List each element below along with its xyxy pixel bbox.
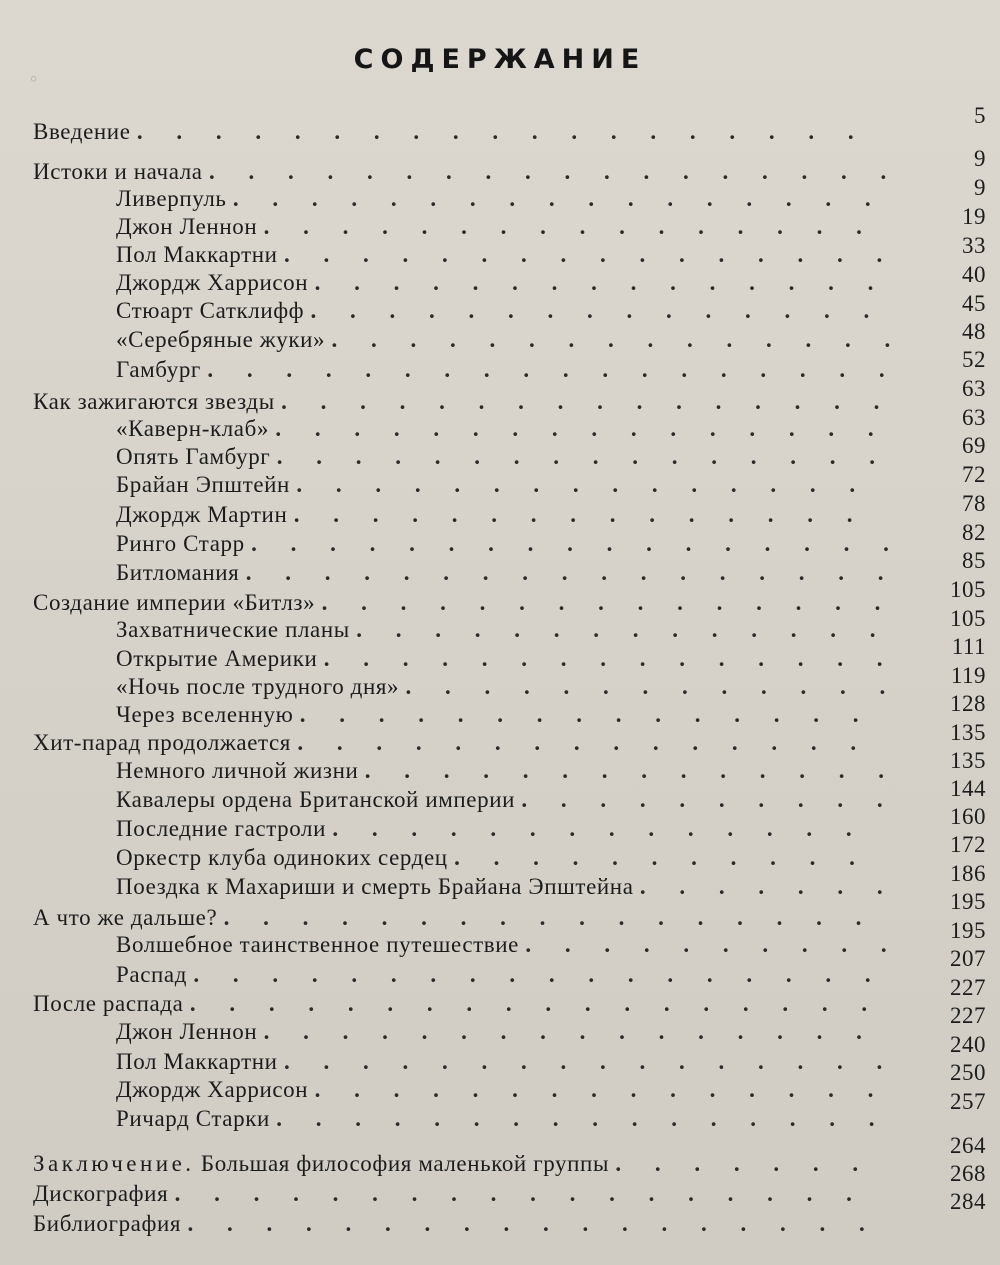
- toc-entry-title: Битломания: [116, 560, 240, 585]
- toc-entry: [116, 472, 869, 498]
- toc-entry-title: Немного личной жизни: [116, 758, 359, 783]
- toc-entry: [116, 1077, 887, 1103]
- toc-entry: [116, 270, 887, 296]
- toc-entry: [116, 932, 901, 958]
- toc-entry-title: Открытие Америки: [116, 646, 318, 671]
- page-number: 207: [950, 946, 986, 971]
- toc-entry: [33, 991, 881, 1017]
- page-number: 268: [950, 1161, 986, 1186]
- toc-entry-title: Джон Леннон: [116, 1019, 258, 1044]
- page-number: 160: [950, 804, 986, 829]
- dot-leader: . . . . . . . . . . . . . . .: [297, 730, 871, 755]
- toc-entry: [116, 787, 897, 813]
- page-number: 9: [974, 146, 986, 171]
- toc-entry: [33, 389, 893, 415]
- page-number: 52: [962, 347, 986, 372]
- toc-entry-title: Пол Маккартни: [116, 1049, 278, 1074]
- toc-entry: [116, 357, 899, 383]
- dot-leader: . . . . . . . . . . . . . . . .: [281, 389, 894, 414]
- toc-entry: [116, 531, 903, 557]
- page-number: 85: [962, 548, 986, 573]
- toc-entry-title: Волшебное таинственное путешествие: [116, 932, 519, 957]
- dot-leader: . . . . . . . . . . .: [454, 845, 869, 870]
- page-number: 19: [962, 204, 986, 229]
- toc-entry: [33, 590, 894, 616]
- toc-entry-title: Джордж Харрисон: [116, 1077, 309, 1102]
- toc-entry-title: Последние гастроли: [116, 816, 327, 841]
- toc-entry-title: Стюарт Сатклифф: [116, 298, 305, 323]
- toc-entry-title: Джордж Мартин: [116, 502, 288, 527]
- toc-entry: [116, 502, 866, 528]
- toc-entry: [116, 674, 899, 700]
- page-number: 195: [950, 918, 986, 943]
- page-number: 227: [950, 975, 986, 1000]
- toc-entry-title: Библиография: [33, 1211, 182, 1236]
- toc-entry: [116, 758, 898, 784]
- dot-leader: . . . . . . . . . . . . . . . . . .: [208, 159, 901, 184]
- page-number: 240: [950, 1032, 986, 1057]
- toc-entry: [116, 242, 896, 268]
- toc-entry-title: Оркестр клуба одиноких сердец: [116, 845, 448, 870]
- toc-entry: [33, 1211, 879, 1237]
- page-number: 72: [962, 462, 986, 487]
- toc-entry-title: Джон Леннон: [116, 214, 258, 239]
- toc-entry-title: Брайан Эпштейн: [116, 472, 290, 497]
- toc-entry-title: «Серебряные жуки»: [116, 327, 326, 352]
- toc-entry: [116, 186, 885, 212]
- page-number: 9: [974, 175, 986, 200]
- toc-entry: [116, 327, 904, 353]
- toc-entry-title: Хит-парад продолжается: [33, 730, 291, 755]
- toc-entry-title: Ричард Старки: [116, 1106, 270, 1131]
- toc-entry-lead-word: Заключение.: [33, 1151, 195, 1176]
- page-number: 135: [950, 748, 986, 773]
- dot-leader: . . . . . . . . . . . . . .: [332, 816, 866, 841]
- toc-entry: [116, 416, 888, 442]
- dot-leader: . . . . . . . . . . . . . . .: [299, 702, 873, 727]
- page-number: 144: [950, 776, 986, 801]
- toc-entry: [33, 905, 875, 931]
- dot-leader: . . . . . . .: [639, 874, 897, 899]
- page-number: 45: [962, 291, 986, 316]
- dot-leader: . . . . . . . . . . . . . . . .: [276, 1106, 889, 1131]
- toc-entry-title: «Каверн-клаб»: [116, 416, 270, 441]
- toc-entry-title: Кавалеры ордена Британской империи: [116, 787, 516, 812]
- toc-entry: [116, 298, 883, 324]
- page-number: 264: [950, 1133, 986, 1158]
- dot-leader: . . . . . . . . . . . . . . . .: [275, 416, 888, 441]
- dot-leader: . . . . . . . . . . . . . . . .: [283, 242, 897, 267]
- toc-entry: [116, 816, 866, 842]
- toc-entry-title: Захватнические планы: [116, 617, 350, 642]
- toc-entry: [33, 119, 868, 145]
- page-number: 105: [950, 606, 986, 631]
- page-number: 250: [950, 1060, 986, 1085]
- dot-leader: . . . . . . . . . . . . . . .: [321, 590, 895, 615]
- toc-entry-title: Создание империи «Битлз»: [33, 590, 316, 615]
- dot-leader: . . . . . . . . . . . . .: [405, 674, 900, 699]
- toc-entry-title: Ринго Старр: [116, 531, 245, 556]
- dot-leader: . . . . . . . . . . . . . . . . .: [232, 186, 885, 211]
- dot-leader: . . . . . . . . . . . . . . . . .: [223, 905, 876, 930]
- page-number: 69: [962, 433, 986, 458]
- toc-entry: [116, 1106, 889, 1132]
- dot-leader: . . . . . . . . . . . . . . . .: [276, 444, 889, 469]
- toc-entry: [116, 560, 897, 586]
- dot-leader: . . . . . . . . . .: [521, 787, 897, 812]
- dot-leader: . . . . . . . . . . . . . . .: [293, 502, 867, 527]
- dot-leader: . . . . . . . . . . . . . . . . . .: [174, 1181, 866, 1206]
- page-number: 63: [962, 376, 986, 401]
- toc-entry-title: Как зажигаются звезды: [33, 389, 275, 414]
- toc-entry-title: Введение: [33, 119, 131, 144]
- toc-entry: [116, 874, 897, 900]
- dot-leader: . . . . . . . . . . . . . . .: [314, 1077, 888, 1102]
- page-number: 186: [950, 861, 986, 886]
- toc-entry-title: Опять Гамбург: [116, 444, 271, 469]
- page-title: СОДЕРЖАНИЕ: [353, 44, 647, 75]
- page-number: 227: [950, 1003, 986, 1028]
- toc-entry: [33, 730, 870, 756]
- page-number: 284: [950, 1189, 986, 1214]
- toc-entry-title: Через вселенную: [116, 702, 294, 727]
- dot-leader: . . . . . . . . . . . . . . . .: [263, 214, 876, 239]
- toc-entry: [116, 962, 885, 988]
- toc-entry: [33, 159, 900, 185]
- dot-leader: . . . . . . . . . . . . . . . . . .: [189, 991, 882, 1016]
- toc-entry: [116, 845, 869, 871]
- dot-leader: . . . . . . .: [615, 1151, 873, 1176]
- dot-leader: . . . . . . . . . . . . . . . . . .: [193, 962, 885, 987]
- toc-entry: [116, 702, 873, 728]
- page-number: 105: [950, 577, 986, 602]
- page-number: 257: [950, 1089, 986, 1114]
- page-number: 78: [962, 491, 986, 516]
- page-number: 5: [974, 103, 986, 128]
- dot-leader: . . . . . . . . . . . . . . .: [331, 327, 905, 352]
- page-number: 63: [962, 405, 986, 430]
- toc-entry: [116, 444, 889, 470]
- page-number: 195: [950, 889, 986, 914]
- dot-leader: . . . . . . . . . . . . . . . .: [263, 1019, 876, 1044]
- toc-entry-title: «Ночь после трудного дня»: [116, 674, 400, 699]
- toc-entry-title: Ливерпуль: [116, 186, 227, 211]
- toc-entry: [116, 646, 896, 672]
- paper-speck: °: [30, 72, 38, 92]
- dot-leader: . . . . . . . . . . . . . . . . . .: [207, 357, 899, 382]
- dot-leader: . . . . . . . . . . . . . . . . .: [245, 560, 898, 585]
- page-number: 111: [951, 634, 986, 659]
- dot-leader: . . . . . . . . . . . . . .: [364, 758, 899, 783]
- page-number: 48: [962, 319, 986, 344]
- toc-entry: [116, 214, 876, 240]
- toc-entry-title: Джордж Харрисон: [116, 270, 309, 295]
- page-number: 82: [962, 520, 986, 545]
- dot-leader: . . . . . . . . . . . . . . .: [323, 646, 897, 671]
- page-number: 119: [950, 663, 986, 688]
- page-number: 40: [962, 262, 986, 287]
- toc-entry: [116, 1019, 876, 1045]
- dot-leader: . . . . . . . . . . . . . . . . .: [251, 531, 903, 556]
- dot-leader: . . . . . . . . . . . . . .: [356, 617, 890, 642]
- page-number: 33: [962, 233, 986, 258]
- toc-entry-title: А что же дальше?: [33, 905, 218, 930]
- toc-entry-title: Большая философия маленькой группы: [200, 1151, 609, 1176]
- dot-leader: . . . . . . . . . .: [525, 932, 901, 957]
- toc-entry-title: Поездка к Махариши и смерть Брайана Эпштейна: [116, 874, 634, 899]
- dot-leader: . . . . . . . . . . . . . . . .: [283, 1049, 897, 1074]
- toc-entry: [33, 1151, 872, 1177]
- toc-entry-title: Гамбург: [116, 357, 201, 382]
- toc-entry: [116, 617, 889, 643]
- dot-leader: . . . . . . . . . . . . . . . . . . .: [136, 119, 868, 144]
- dot-leader: . . . . . . . . . . . . . . .: [310, 298, 884, 323]
- toc-entry-title: После распада: [33, 991, 184, 1016]
- page-number: 135: [950, 720, 986, 745]
- toc-entry-title: Дискография: [33, 1181, 169, 1206]
- toc-entry: [116, 1049, 896, 1075]
- toc-entry-title: Пол Маккартни: [116, 242, 278, 267]
- dot-leader: . . . . . . . . . . . . . . .: [314, 270, 888, 295]
- page-number: 128: [950, 691, 986, 716]
- page-number: 172: [950, 832, 986, 857]
- toc-entry: [33, 1181, 866, 1207]
- dot-leader: . . . . . . . . . . . . . . . . . .: [187, 1211, 879, 1236]
- toc-entry-title: Распад: [116, 962, 188, 987]
- toc-entry-title: Истоки и начала: [33, 159, 203, 184]
- dot-leader: . . . . . . . . . . . . . . .: [296, 472, 870, 497]
